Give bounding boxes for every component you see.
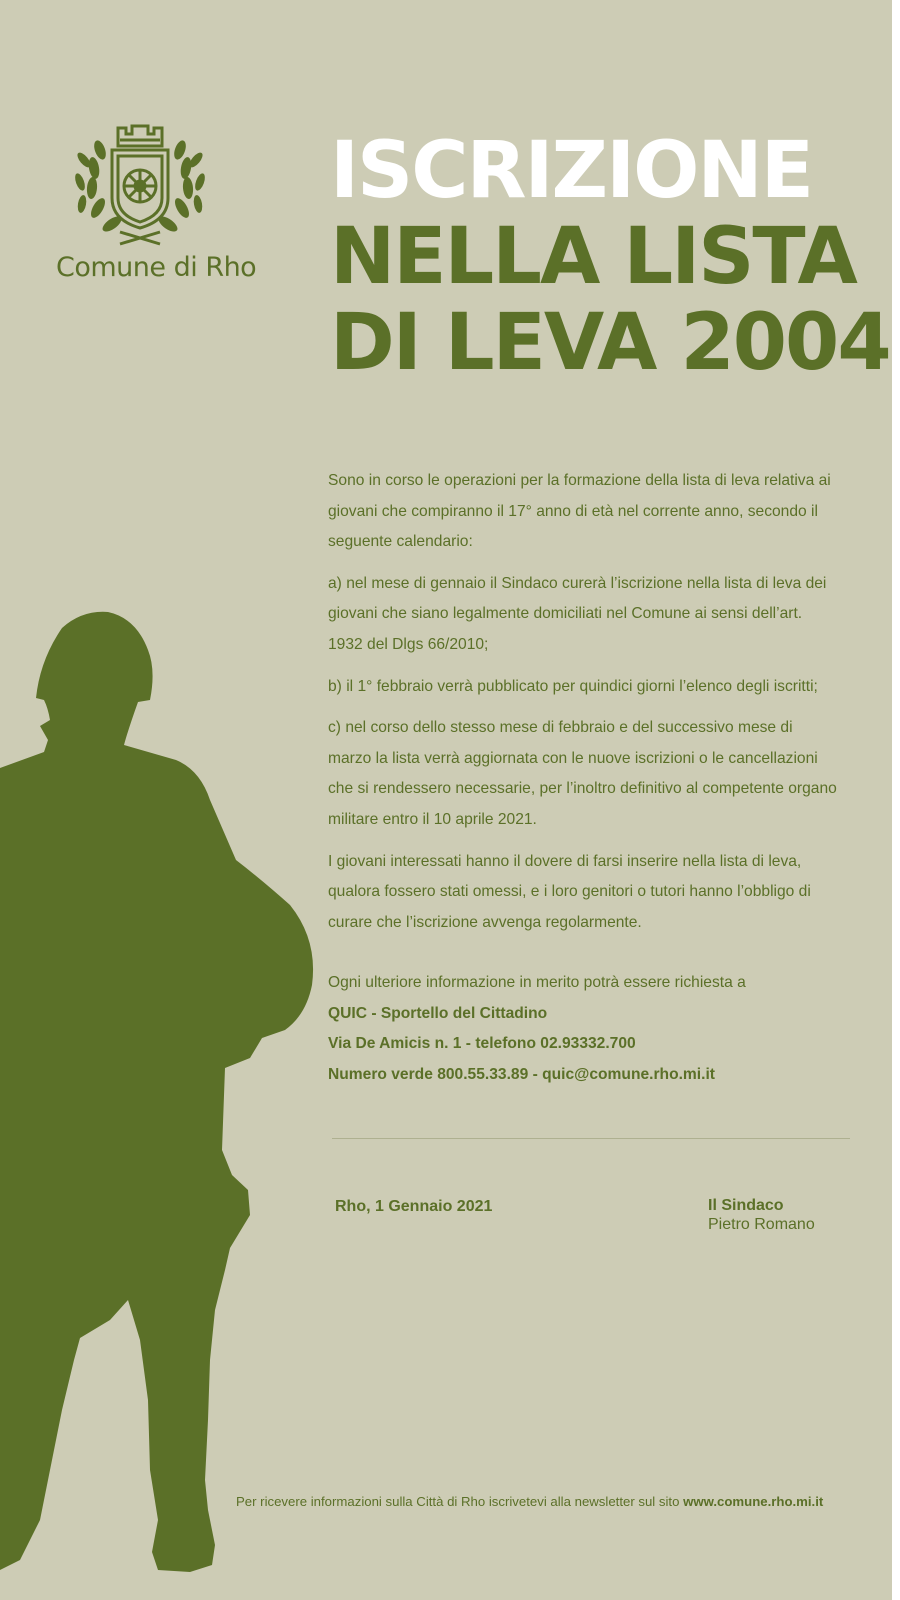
contact-info [328,968,848,1090]
signature-role: Il Sindaco [708,1197,784,1214]
place-date: Rho, 1 Gennaio 2021 [335,1198,493,1215]
right-edge-strip [892,0,900,1600]
contact-hotline[interactable]: Numero verde 800.55.33.89 - quic@comune.rho.mi.it [328,1065,715,1083]
paragraph-a: a) nel mese di gennaio il Sindaco curerà l’iscrizione nella lista di leva dei giovani che siano legalmente domiciliati nel Comune ai sensi dell’art. 1932 del Dlgs 66/2010; [328,574,827,653]
announcement-body [328,466,840,949]
paragraph-intro: Sono in corso le operazioni per la formazione della lista di leva relativa ai giovani che compiranno il 17° anno di età nel corrente anno, secondo il seguente calendario: [328,472,831,551]
footer-text: Per ricevere informazioni sulla Città di Rho iscrivetevi alla newsletter sul sito [236,1494,684,1509]
paragraph-duty: I giovani interessati hanno il dovere di farsi inserire nella lista di leva, qualora fossero stati omessi, e i loro genitori o tutori hanno l’obbligo di curare che l’iscrizione avvenga regolarmente. [328,852,811,931]
contact-intro: Ogni ulteriore informazione in merito potrà essere richiesta a [328,974,746,991]
title-line-3: DI LEVA 2004 [330,298,890,388]
contact-office: QUIC - Sportello del Cittadino [328,1004,548,1022]
signature-name: Pietro Romano [708,1216,815,1233]
paragraph-c: c) nel corso dello stesso mese di febbraio e del successivo mese di marzo la lista verrà aggiornata con le nuove iscrizioni o le cancellazioni che si rendessero necessarie, per l’inoltro definitivo al competente organo militare entro il 10 aprile 2021. [328,719,837,828]
contact-address: Via De Amicis n. 1 - telefono 02.93332.700 [328,1035,636,1053]
logo-text: Comune di Rho [56,252,257,283]
paragraph-b: b) il 1° febbraio verrà pubblicato per quindici giorni l’elenco degli iscritti; [328,677,818,695]
page-title [330,128,890,386]
divider [332,1138,850,1139]
soldier-silhouette-icon [0,0,320,1600]
signature-block [708,1196,815,1234]
footer-site-link[interactable]: www.comune.rho.mi.it [683,1494,824,1509]
title-line-2: NELLA LISTA [330,212,856,302]
title-line-1: ISCRIZIONE [330,126,812,216]
footer-note [236,1494,823,1509]
